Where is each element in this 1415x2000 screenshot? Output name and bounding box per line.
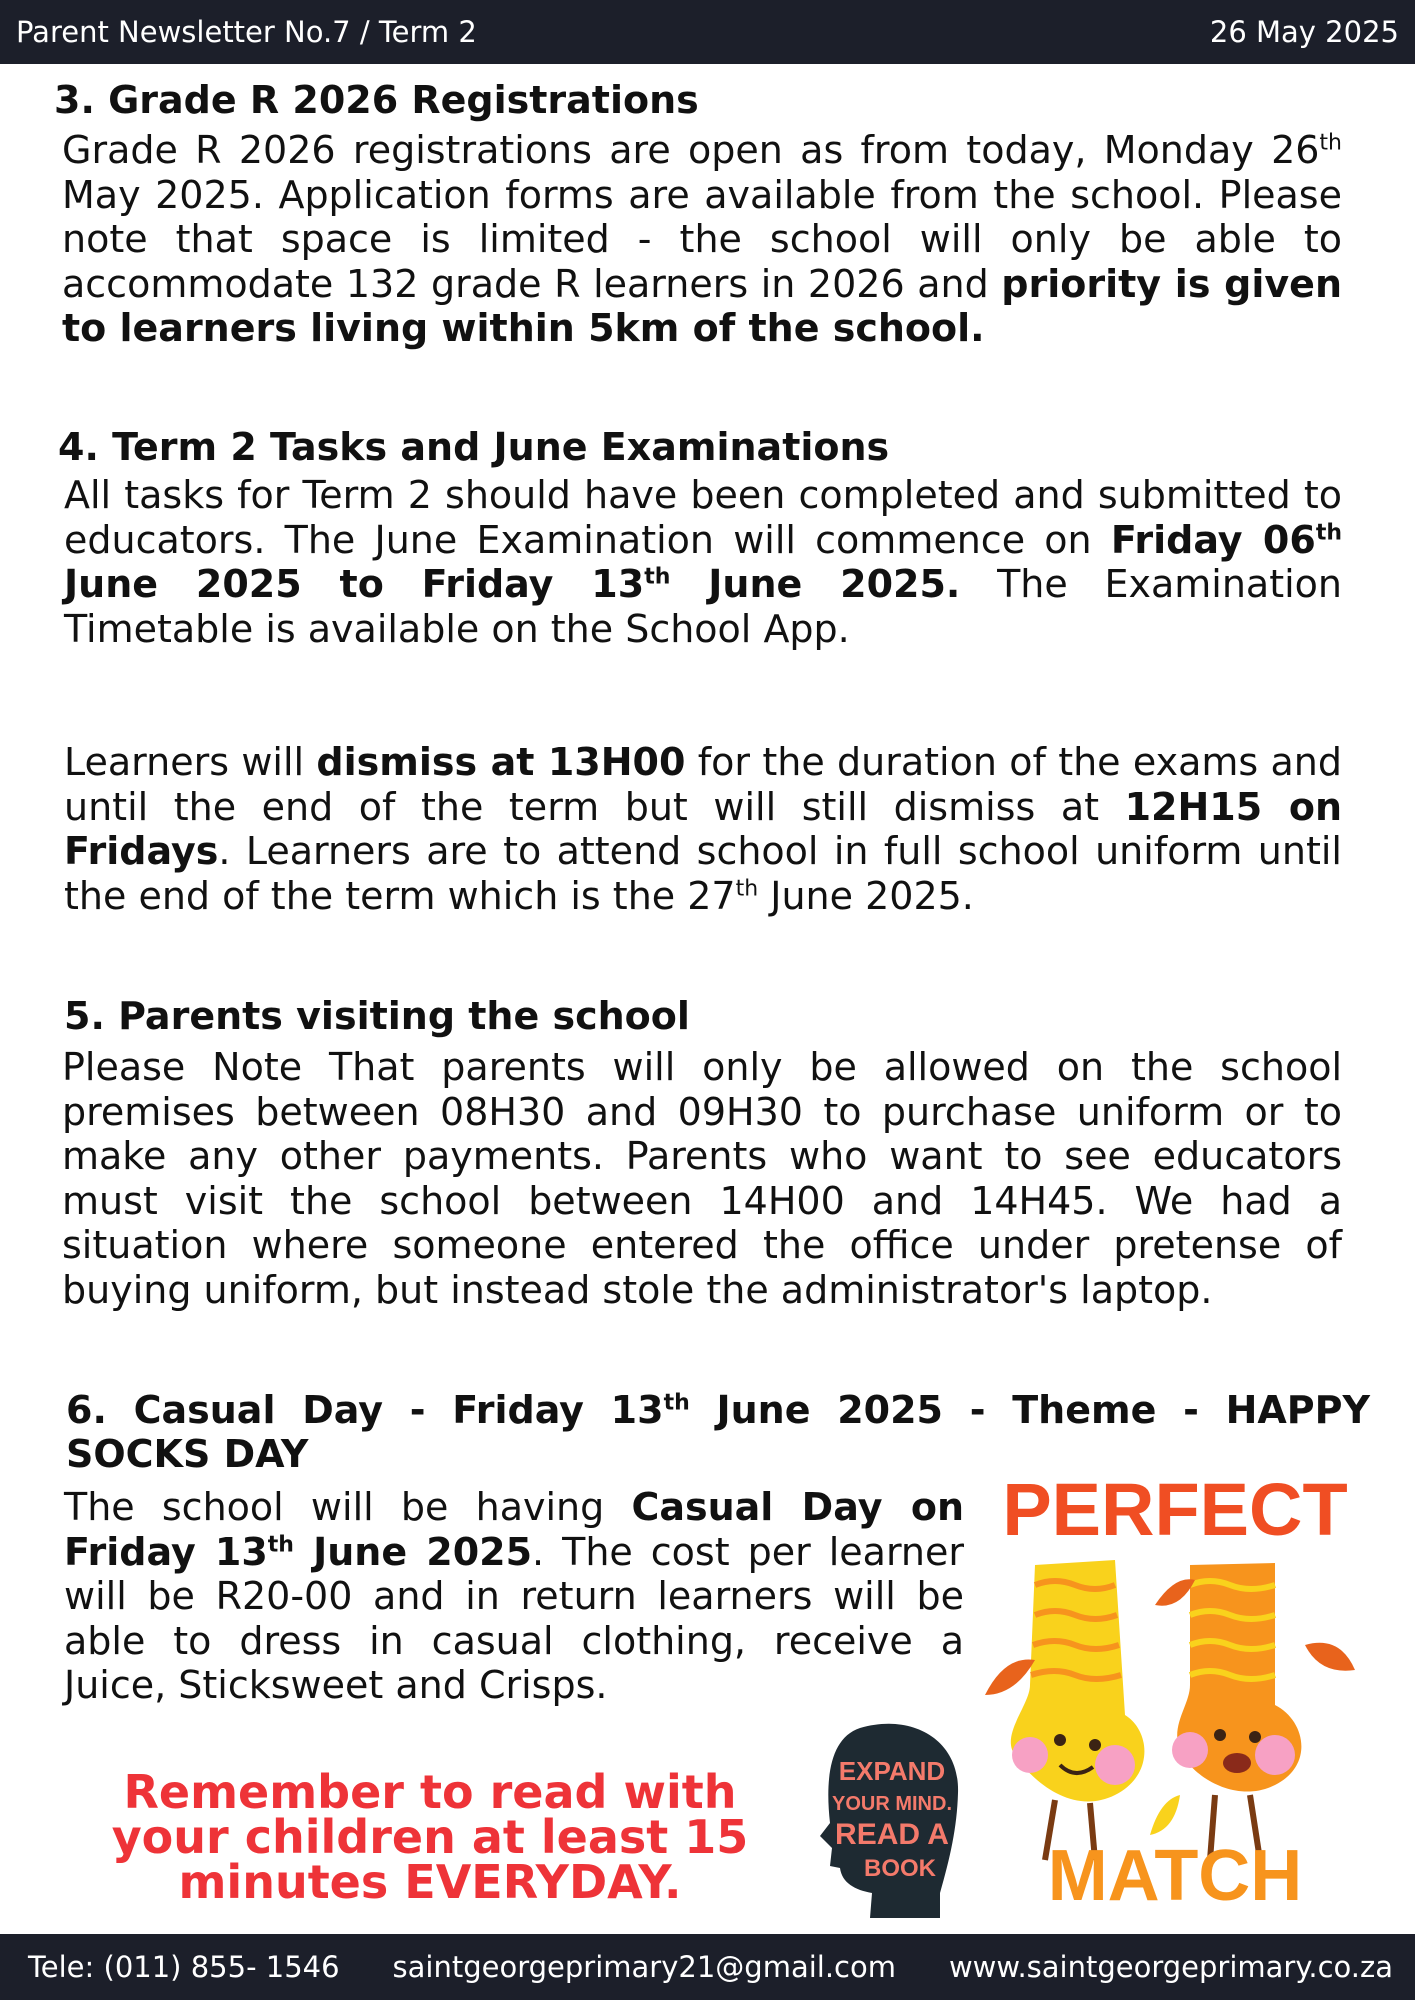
newsletter-title: Parent Newsletter No.7 / Term 2 [16,15,477,49]
section-4-dismissal-text: Learners will dismiss at 13H00 for the duration of the exams and until the end of the term but will still dismiss at 12H15 on Fridays. Learners are to attend school in full school uniform until the end of the term which is the 27th June 2025. [64,740,1343,918]
head-text-1: EXPAND [838,1756,946,1786]
newsletter-footer [0,1934,1415,2000]
footer-telephone: Tele: (011) 855- 1546 [28,1950,340,1984]
read-a-book-head-icon [800,1718,965,1918]
section-4-text: All tasks for Term 2 should have been completed and submitted to educators. The June Examination will commence on Friday 06th June 2025 to Friday 13th June 2025. The Examination Timetable is available on the School App. [64,473,1342,651]
socks-title: PERFECT [1002,1468,1348,1551]
head-text-3: READ A [835,1818,949,1851]
section-6-text: The school will be having Casual Day on Friday 13th June 2025. The cost per learner will be R20-00 and in return learners will be able to dress in casual clothing, receive a Juice, Sticksweet and Crisps. [64,1485,964,1707]
newsletter-header [0,0,1415,64]
section-5-title: 5. Parents visiting the school [64,994,690,1038]
section-4-title: 4. Term 2 Tasks and June Examinations [58,425,890,469]
head-text-2: YOUR MIND. [832,1793,952,1815]
perfect-match-socks-icon [975,1455,1365,1915]
section-6-title: 6. Casual Day - Friday 13th June 2025 - Theme - HAPPY SOCKS DAY [66,1388,1370,1476]
section-3-text: Grade R 2026 registrations are open as from today, Monday 26th May 2025. Application forms are available from the school. Please note that space is limited - the school will only be able to accommodate 132 grade R learners in 2026 and priority is given to learners living within 5km of the school. [62,128,1342,350]
section-5-text: Please Note That parents will only be allowed on the school premises between 08H30 and 09H30 to purchase uniform or to make any other payments. Parents who want to see educators must visit the school between 14H00 and 14H45. We had a situation where someone entered the office under pretense of buying uniform, but instead stole the administrator's laptop. [62,1045,1342,1312]
newsletter-date: 26 May 2025 [1209,15,1399,49]
head-text-4: BOOK [864,1855,936,1882]
reading-reminder: Remember to read with your children at least 15 minutes EVERYDAY. [111,1765,749,1909]
footer-website-link[interactable]: www.saintgeorgeprimary.co.za [948,1950,1393,1984]
socks-subtitle: MATCH [1047,1836,1303,1915]
section-3-title: 3. Grade R 2026 Registrations [54,78,699,122]
footer-email-link[interactable]: saintgeorgeprimary21@gmail.com [392,1950,896,1984]
